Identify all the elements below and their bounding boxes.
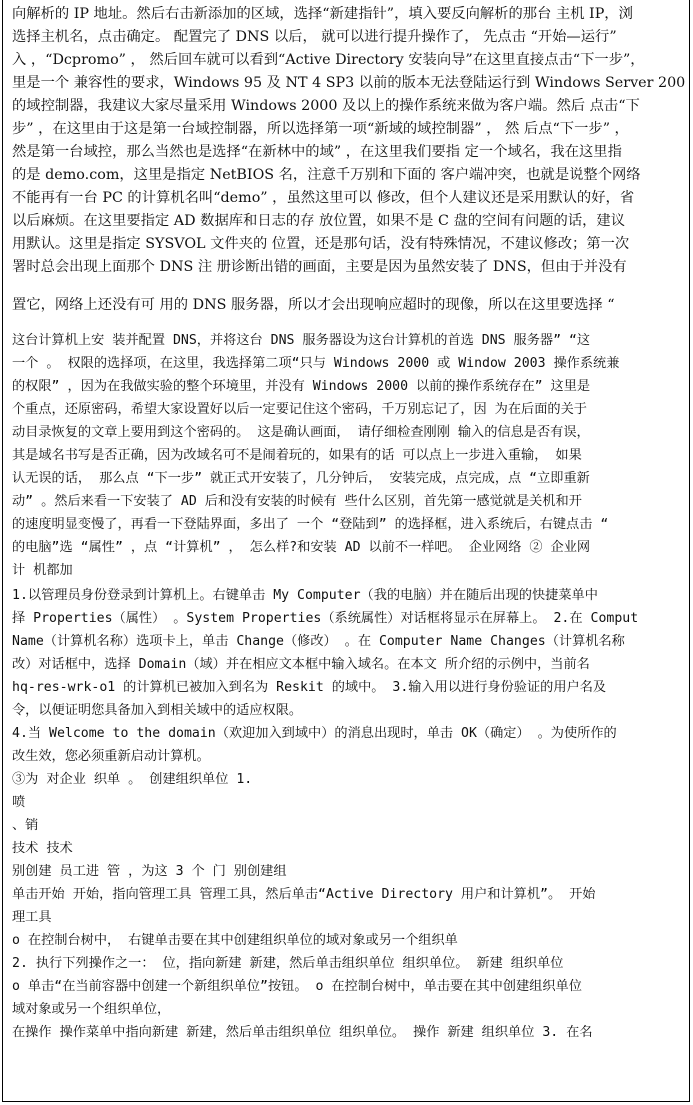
- text-line: 然是第一台域控，那么当然也是选择“在新林中的域” ，在这里我们要指 定一个域名，我在这里指: [12, 144, 622, 160]
- document-page: [2, 0, 690, 1102]
- text-line: 域对象或另一个组织单位，: [12, 1002, 171, 1017]
- text-line: 置它，网络上还没有可 用的 DNS 服务器，所以才会出现响应超时的现像，所以在这里要选择 “: [12, 297, 615, 313]
- text-line: 动目录恢复的文章上要用到这个密码的。 这是确认画面， 请仔细检查刚刚 输入的信息是否有误，: [12, 425, 590, 440]
- text-line: 、销: [12, 818, 39, 833]
- text-line: 入 ，“Dcpromo” ， 然后回车就可以看到“Active Directory 安装向导”在这里直接点击“下一步”，: [12, 52, 645, 68]
- text-line: 的权限” ，因为在我做实验的整个环境里，并没有 Windows 2000 以前的操作系统存在” 这里是: [12, 379, 591, 394]
- text-line: hq-res-wrk-o1 的计算机已被加入到名为 Reskit 的域中。 3.输入用以进行身份验证的用户名及: [12, 680, 607, 695]
- text-line: 个重点，还原密码，希望大家设置好以后一定要记住这个密码，千万别忘记了，因 为在后面的关于: [12, 402, 587, 417]
- text-line: 2. 执行下列操作之一： 位，指向新建 新建，然后单击组织单位 组织单位。 新建 组织单位: [12, 956, 564, 971]
- text-line: 1.以管理员身份登录到计算机上。右键单击 My Computer（我的电脑）并在随后出现的快捷菜单中: [12, 588, 598, 603]
- text-line: 认无误的话， 那么点 “下一步” 就正式开安装了，几分钟后， 安装完成，点完成，点 “立即重新: [12, 471, 590, 486]
- text-line: 其是域名书写是否正确，因为改域名可不是闹着玩的，如果有的话 可以点上一步进入重输， 如果: [12, 448, 582, 463]
- text-line: 的电脑”选 “属性” ，点 “计算机” ， 怎么样?和安装 AD 以前不一样吧。 企业网络 ② 企业网: [12, 540, 591, 555]
- text-line: 不能再有一台 PC 的计算机名叫“demo” ，虽然这里可以 修改，但个人建议还是采用默认的好，省: [12, 190, 635, 206]
- text-line: Name（计算机名称）选项卡上，单击 Change（修改） 。在 Computer Name Changes（计算机名称: [12, 634, 625, 649]
- text-line: 择 Properties（属性） 。System Properties（系统属性）对话框将显示在屏幕上。 2.在 Comput: [12, 611, 639, 626]
- text-line: ③为 对企业 织单 。 创建组织单位 1.: [12, 772, 253, 787]
- text-line: o 单击“在当前容器中创建一个新组织单位”按钮。 o 在控制台树中，单击要在其中创建组织单位: [12, 979, 582, 994]
- text-line: 的域控制器，我建议大家尽量采用 Windows 2000 及以上的操作系统来做为客户端。然后 点击“下: [12, 98, 640, 114]
- text-line: 里是一个 兼容性的要求，Windows 95 及 NT 4 SP3 以前的版本无法登陆运行到 Windows Server 200: [12, 75, 686, 91]
- text-line: 改）对话框中，选择 Domain（域）并在相应文本框中输入域名。在本文 所介绍的示例中，当前名: [12, 657, 590, 672]
- text-line: 4.当 Welcome to the domain（欢迎加入到域中）的消息出现时，单击 OK（确定） 。为使所作的: [12, 726, 617, 741]
- text-line: 技术 技术: [12, 841, 73, 856]
- text-line: 喷: [12, 795, 26, 810]
- text-line: 的是 demo.com，这里是指定 NetBIOS 名，注意千万别和下面的 客户端冲突，也就是说整个网络: [12, 167, 641, 183]
- text-line: 这台计算机上安 装并配置 DNS，并将这台 DNS 服务器设为这台计算机的首选 DNS 服务器” “这: [12, 333, 591, 348]
- text-line: 改生效，您必须重新启动计算机。: [12, 749, 210, 764]
- text-line: 以后麻烦。在这里要指定 AD 数据库和日志的存 放位置，如果不是 C 盘的空间有问题的话，建议: [12, 213, 626, 229]
- text-line: 用默认。这里是指定 SYSVOL 文件夹的 位置，还是那句话，没有特殊情况，不建议修改；第一次: [12, 236, 630, 252]
- text-line: 步” ，在这里由于这是第一台域控制器，所以选择第一项“新域的域控制器” ， 然 后点“下一步” ，: [12, 121, 629, 137]
- text-line: 向解析的 IP 地址。然后右击新添加的区域，选择“新建指针”，填入要反向解析的那台 主机 IP，浏: [12, 6, 633, 22]
- text-line: 理工具: [12, 910, 52, 925]
- text-line: 单击开始 开始，指向管理工具 管理工具，然后单击“Active Directory 用户和计算机”。 开始: [12, 887, 596, 902]
- text-line: 计 机都加: [12, 563, 73, 578]
- text-line: 的速度明显变慢了，再看一下登陆界面，多出了 一个 “登陆到” 的选择框，进入系统后，右键点击 “: [12, 517, 609, 532]
- text-line: 选择主机名，点击确定。 配置完了 DNS 以后， 就可以进行提升操作了， 先点击 “开始—运行”: [12, 29, 617, 45]
- text-line: 动” 。然后来看一下安装了 AD 后和没有安装的时候有 些什么区别，首先第一感觉就是关机和开: [12, 494, 582, 509]
- text-line: 别创建 员工进 管 ，为这 3 个 门 别创建组: [12, 864, 287, 879]
- text-line: o 在控制台树中， 右键单击要在其中创建组织单位的域对象或另一个组织单: [12, 933, 458, 948]
- text-line: 在操作 操作菜单中指向新建 新建，然后单击组织单位 组织单位。 操作 新建 组织单位 3. 在名: [12, 1025, 593, 1040]
- text-line: 一个 。 权限的选择项，在这里，我选择第二项“只与 Windows 2000 或 Window 2003 操作系统兼: [12, 356, 620, 371]
- text-line: 令，以便证明您具备加入到相关域中的适应权限。: [12, 703, 303, 718]
- text-line: 署时总会出现上面那个 DNS 注 册诊断出错的画面，主要是因为虽然安装了 DNS，但由于并没有: [12, 259, 627, 275]
